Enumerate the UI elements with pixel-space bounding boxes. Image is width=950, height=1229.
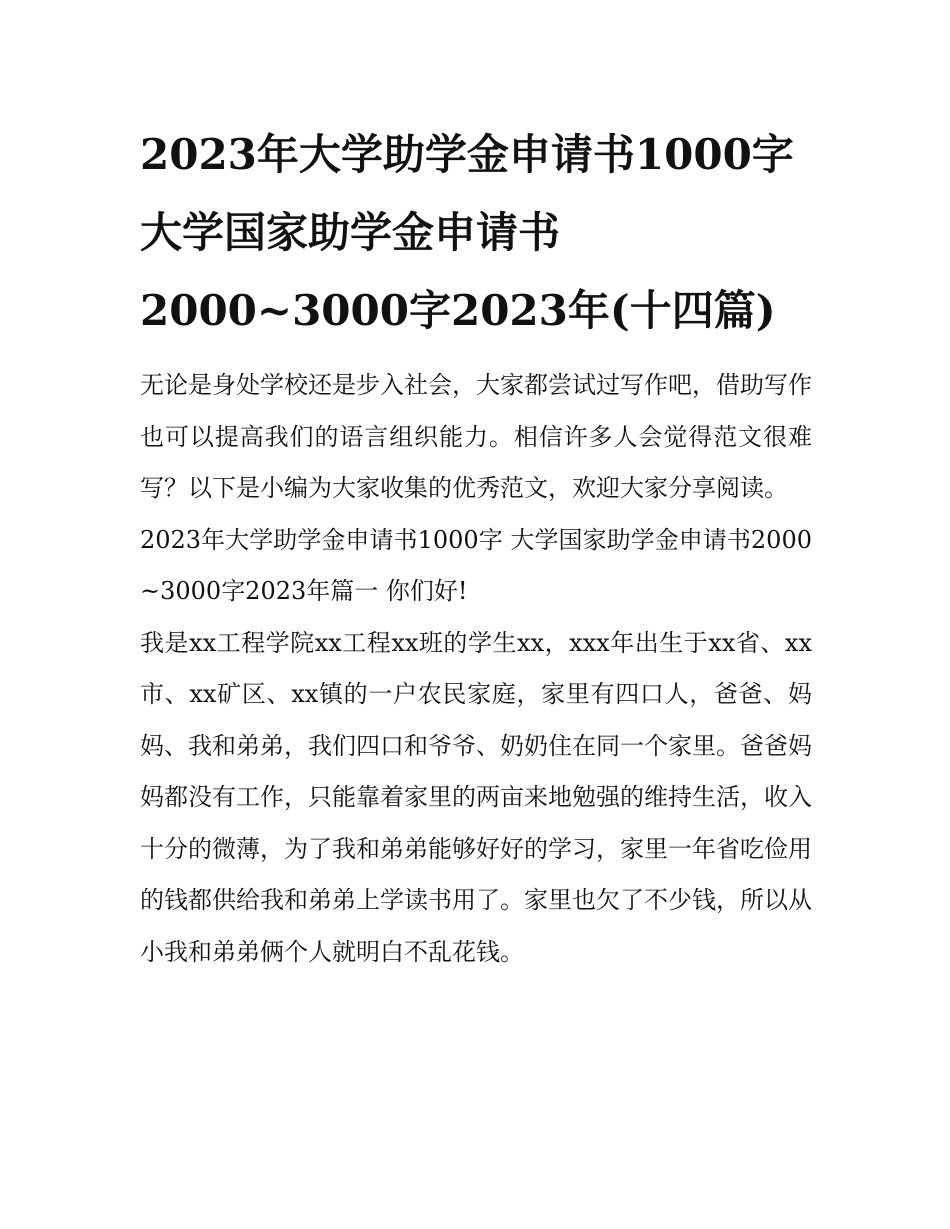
document-title: 2023年大学助学金申请书1000字 大学国家助学金申请书2000~3000字2023年(十四篇) xyxy=(140,130,794,335)
intro-paragraph: 无论是身处学校还是步入社会，大家都尝试过写作吧，借助写作也可以提高我们的语言组织能力。相信许多人会觉得范文很难写？以下是小编为大家收集的优秀范文，欢迎大家分享阅读。 xyxy=(140,371,812,502)
document-body xyxy=(140,360,812,978)
section-heading-paragraph: 2023年大学助学金申请书1000字 大学国家助学金申请书2000~3000字2023年篇一 你们好! xyxy=(140,525,812,605)
body-paragraph: 我是xx工程学院xx工程xx班的学生xx，xxx年出生于xx省、xx市、xx矿区、xx镇的一户农民家庭，家里有四口人，爸爸、妈妈、我和弟弟，我们四口和爷爷、奶奶住在同一个家里。爸爸妈妈都没有工作，只能靠着家里的两亩来地勉强的维持生活，收入十分的微薄，为了我和弟弟能够好好的学习，家里一年省吃俭用的钱都供给我和弟弟上学读书用了。家里也欠了不少钱，所以从小我和弟弟俩个人就明白不乱花钱。 xyxy=(140,628,812,966)
